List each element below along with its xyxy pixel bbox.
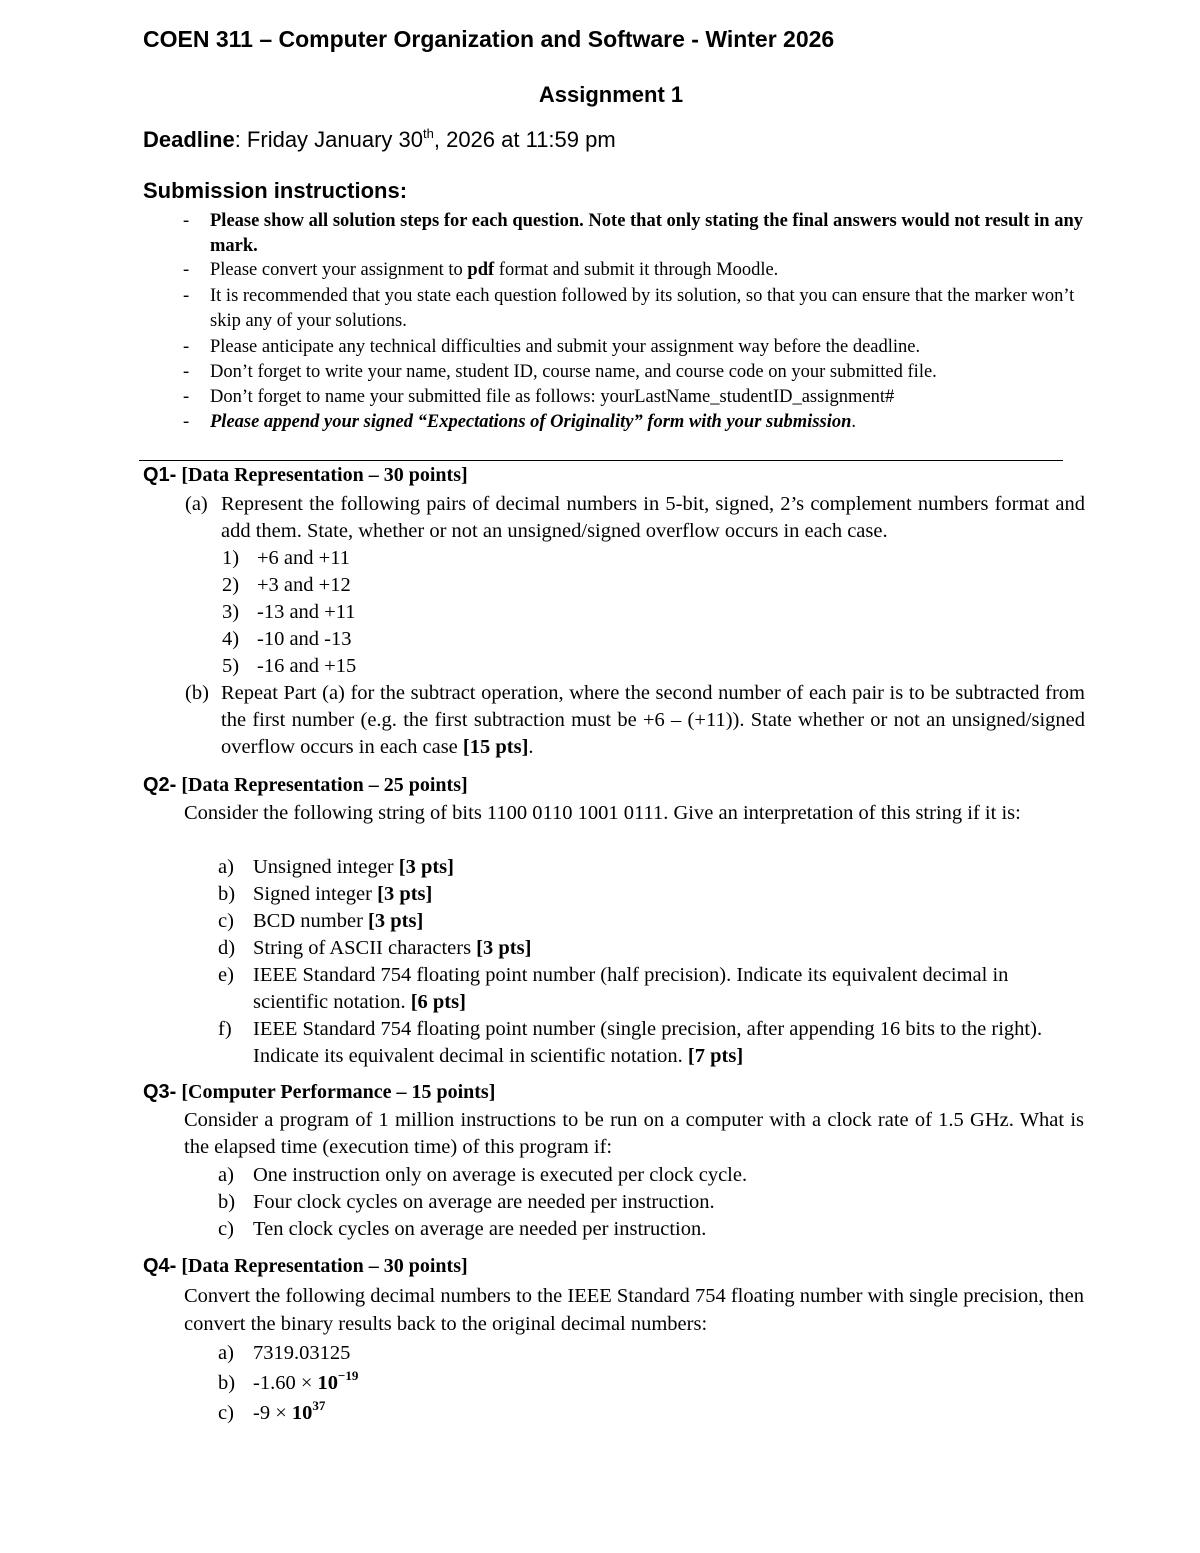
- instruction-item: [183, 410, 1088, 435]
- q3-item: a) One instruction only on average is executed per clock cycle.: [218, 1164, 748, 1186]
- q1-part-a-label: (a): [185, 493, 208, 515]
- instruction-item: [183, 284, 1088, 334]
- submission-heading: Submission instructions:: [143, 178, 408, 203]
- deadline-date: : Friday January 30: [234, 127, 424, 152]
- bullet-dash: -: [183, 337, 190, 357]
- bullet-dash: -: [183, 260, 190, 280]
- instruction-text: Please show all solution steps for each question. Note that only stating the final answers would not result in any mark.: [210, 211, 1083, 256]
- deadline-sup: th: [423, 126, 434, 141]
- power-of-ten: $10^{-19}$: [317, 1368, 359, 1394]
- q4-intro: Convert the following decimal numbers to the IEEE Standard 754 floating number with single precision, then convert the binary results back to the original decimal numbers:: [184, 1285, 1084, 1335]
- q3-item: b) Four clock cycles on average are needed per instruction.: [218, 1191, 715, 1213]
- q4-title: [Data Representation – 30 points]: [181, 1255, 468, 1277]
- instruction-text: Don’t forget to name your submitted file as follows: yourLastName_studentID_assignment#: [210, 387, 895, 407]
- instruction-item: [183, 335, 1088, 360]
- q1-heading: [143, 464, 468, 487]
- q4-number: Q4-: [143, 1255, 177, 1277]
- q2-number: Q2-: [143, 774, 177, 796]
- q1-part-b-text: Repeat Part (a) for the subtract operation, where the second number of each pair is to be subtracted from the first number (e.g. the first subtraction must be +6 – (+11)). State whether or not an unsigned/signed overflow occurs in each case [15 pts].: [221, 682, 1085, 758]
- instruction-text: Please convert your assignment to pdf format and submit it through Moodle.: [210, 260, 779, 280]
- q1-part-a-text: Represent the following pairs of decimal numbers in 5-bit, signed, 2’s complement numbers format and add them. State, whether or not an unsigned/signed overflow occurs in each case.: [221, 493, 1085, 542]
- power-of-ten: $10^{37}$: [291, 1398, 326, 1424]
- q1-pair: 3) -13 and +11: [222, 601, 356, 623]
- q1-pair: 4) -10 and -13: [222, 628, 352, 650]
- bullet-dash: -: [183, 362, 190, 382]
- q2-item: a) Unsigned integer [3 pts]: [218, 856, 454, 878]
- q1-pair: 2) +3 and +12: [222, 574, 351, 596]
- q1-part-b-label: (b): [185, 682, 209, 704]
- instruction-item: [183, 385, 1088, 410]
- instruction-text: Don’t forget to write your name, student ID, course name, and course code on your submitted file.: [210, 362, 937, 382]
- q2-item: b) Signed integer [3 pts]: [218, 883, 433, 905]
- q3-item: c) Ten clock cycles on average are needed per instruction.: [218, 1218, 707, 1240]
- q3-number: Q3-: [143, 1081, 177, 1103]
- q1-part-b: [185, 680, 1085, 761]
- bullet-dash: -: [183, 211, 190, 231]
- q2-intro: Consider the following string of bits 1100 0110 1001 0111. Give an interpretation of this string if it is:: [184, 802, 1021, 824]
- pdf-word: pdf: [467, 260, 495, 280]
- q2-item: c) BCD number [3 pts]: [218, 910, 424, 932]
- bullet-dash: -: [183, 387, 190, 407]
- deadline-time: , 2026 at 11:59 pm: [433, 127, 616, 152]
- q2-title: [Data Representation – 25 points]: [181, 774, 468, 796]
- q1-part-a: [185, 491, 1085, 545]
- deadline: [143, 127, 616, 153]
- q1-pair: 5) -16 and +15: [222, 655, 357, 677]
- instruction-item: [183, 360, 1088, 385]
- q1-number: Q1-: [143, 464, 177, 486]
- q3-heading: [143, 1081, 495, 1104]
- q2-item: e) IEEE Standard 754 floating point number (half precision). Indicate its equivalent decimal in scientific notation. [6 pts]: [218, 964, 1009, 1013]
- q2-heading: [143, 774, 468, 797]
- q3-intro: Consider a program of 1 million instructions to be run on a computer with a clock rate of 1.5 GHz. What is the elapsed time (execution time) of this program if:: [184, 1109, 1084, 1158]
- section-divider: [139, 460, 1063, 461]
- q1-pair: 1) +6 and +11: [222, 547, 350, 569]
- q4-item: c) $-9 \times 10^{37}$: [218, 1398, 326, 1424]
- bullet-dash: -: [183, 286, 190, 306]
- instruction-item: [183, 209, 1088, 259]
- instruction-text: It is recommended that you state each question followed by its solution, so that you can ensure that the marker won’t skip any of your solutions.: [210, 286, 1075, 331]
- q2-item: d) String of ASCII characters [3 pts]: [218, 937, 532, 959]
- instruction-item: [183, 258, 1088, 283]
- instruction-text: Please anticipate any technical difficulties and submit your assignment way before the deadline.: [210, 337, 921, 357]
- q2-item: f) IEEE Standard 754 floating point number (single precision, after appending 16 bits to the right). Indicate its equivalent decimal in scientific notation. [7 pts]: [218, 1018, 1043, 1067]
- bullet-dash: -: [183, 412, 190, 432]
- q1-title: [Data Representation – 30 points]: [181, 464, 468, 486]
- q4-item: b) $-1.60 \times 10^{-19}$: [218, 1368, 359, 1394]
- instruction-text: Please append your signed “Expectations of Originality” form with your submission.: [210, 412, 857, 432]
- deadline-label: Deadline: [143, 127, 235, 152]
- q4-item: a) 7319.03125: [218, 1342, 351, 1364]
- course-title: COEN 311 – Computer Organization and Software - Winter 2026: [143, 26, 835, 52]
- q4-heading: [143, 1255, 468, 1278]
- q3-title: [Computer Performance – 15 points]: [181, 1081, 496, 1103]
- points-badge: [15 pts]: [462, 736, 529, 758]
- assignment-title: Assignment 1: [538, 82, 684, 107]
